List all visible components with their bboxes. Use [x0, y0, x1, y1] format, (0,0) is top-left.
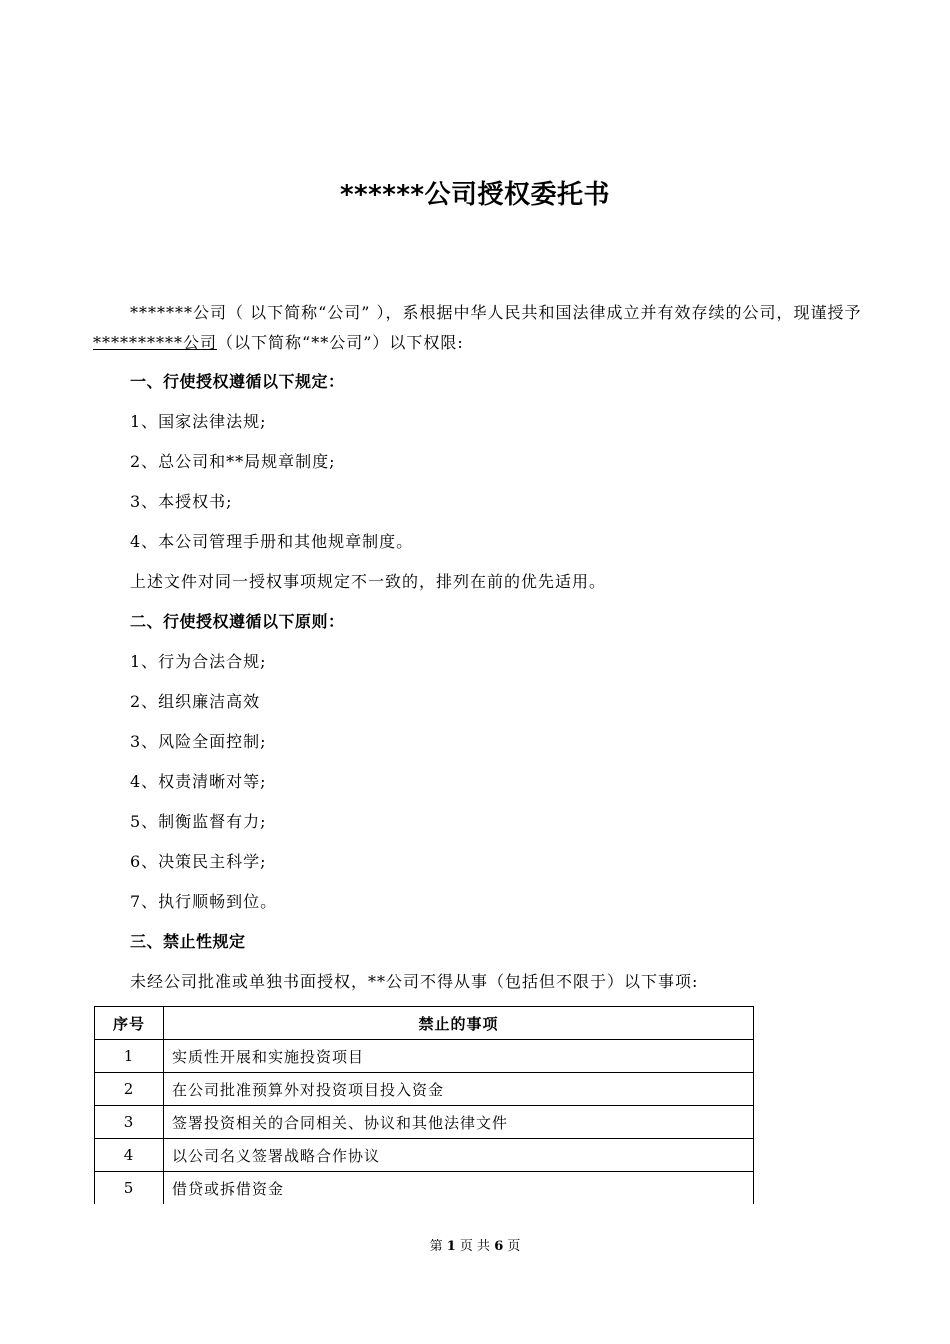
header-item: 禁止的事项 — [164, 1007, 754, 1040]
row-no: 5 — [95, 1172, 164, 1205]
section1-note: 上述文件对同一授权事项规定不一致的，排列在前的优先适用。 — [130, 572, 607, 591]
table-row — [95, 1040, 754, 1073]
row-item: 实质性开展和实施投资项目 — [164, 1040, 754, 1073]
section2-item: 7、执行顺畅到位。 — [130, 892, 278, 911]
row-no: 2 — [95, 1073, 164, 1106]
document-body — [93, 298, 863, 1002]
section2-item: 5、制衡监督有力; — [130, 812, 267, 831]
section2-item: 2、组织廉洁高效 — [130, 692, 261, 711]
table-row — [95, 1172, 754, 1205]
section2-item: 1、行为合法合规; — [130, 652, 267, 671]
section1-item: 1、国家法律法规; — [130, 412, 267, 431]
section3-heading: 三、禁止性规定 — [130, 932, 246, 951]
footer-total-pages: 6 — [494, 1239, 504, 1254]
section1-heading: 一、行使授权遵循以下规定： — [130, 372, 345, 391]
section2-heading: 二、行使授权遵循以下原则： — [130, 612, 345, 631]
table-row — [95, 1106, 754, 1139]
row-no: 3 — [95, 1106, 164, 1139]
row-no: 4 — [95, 1139, 164, 1172]
row-no: 1 — [95, 1040, 164, 1073]
section1-item: 4、本公司管理手册和其他规章制度。 — [130, 532, 414, 551]
page-footer — [0, 1235, 950, 1254]
prohibited-items-table — [94, 1006, 754, 1204]
intro-text-1: *******公司（ 以下简称“公司” ），系根据中华人民共和国法律成立并有效存续的公司，现谨授予 — [130, 303, 862, 322]
intro-text-2: （以下简称“**公司”）以下权限: — [217, 333, 464, 352]
grantee-company: **********公司 — [93, 333, 218, 352]
section2-item: 4、权责清晰对等; — [130, 772, 267, 791]
footer-current-page: 1 — [446, 1239, 456, 1254]
header-no: 序号 — [95, 1007, 164, 1040]
intro-paragraph — [93, 298, 863, 358]
footer-prefix: 第 — [429, 1239, 443, 1254]
section2-item: 6、决策民主科学; — [130, 852, 267, 871]
row-item: 借贷或拆借资金 — [164, 1172, 754, 1205]
table-header-row — [95, 1007, 754, 1040]
table-row — [95, 1139, 754, 1172]
row-item: 签署投资相关的合同相关、协议和其他法律文件 — [164, 1106, 754, 1139]
section1-item: 3、本授权书; — [130, 492, 233, 511]
footer-middle: 页 共 — [459, 1239, 491, 1254]
footer-suffix: 页 — [507, 1239, 521, 1254]
row-item: 在公司批准预算外对投资项目投入资金 — [164, 1073, 754, 1106]
section1-item: 2、总公司和**局规章制度; — [130, 452, 336, 471]
section3-intro: 未经公司批准或单独书面授权，**公司不得从事（包括但不限于）以下事项: — [130, 972, 699, 991]
row-item: 以公司名义签署战略合作协议 — [164, 1139, 754, 1172]
section2-item: 3、风险全面控制; — [130, 732, 267, 751]
document-title: ******公司授权委托书 — [339, 180, 611, 210]
table-row — [95, 1073, 754, 1106]
